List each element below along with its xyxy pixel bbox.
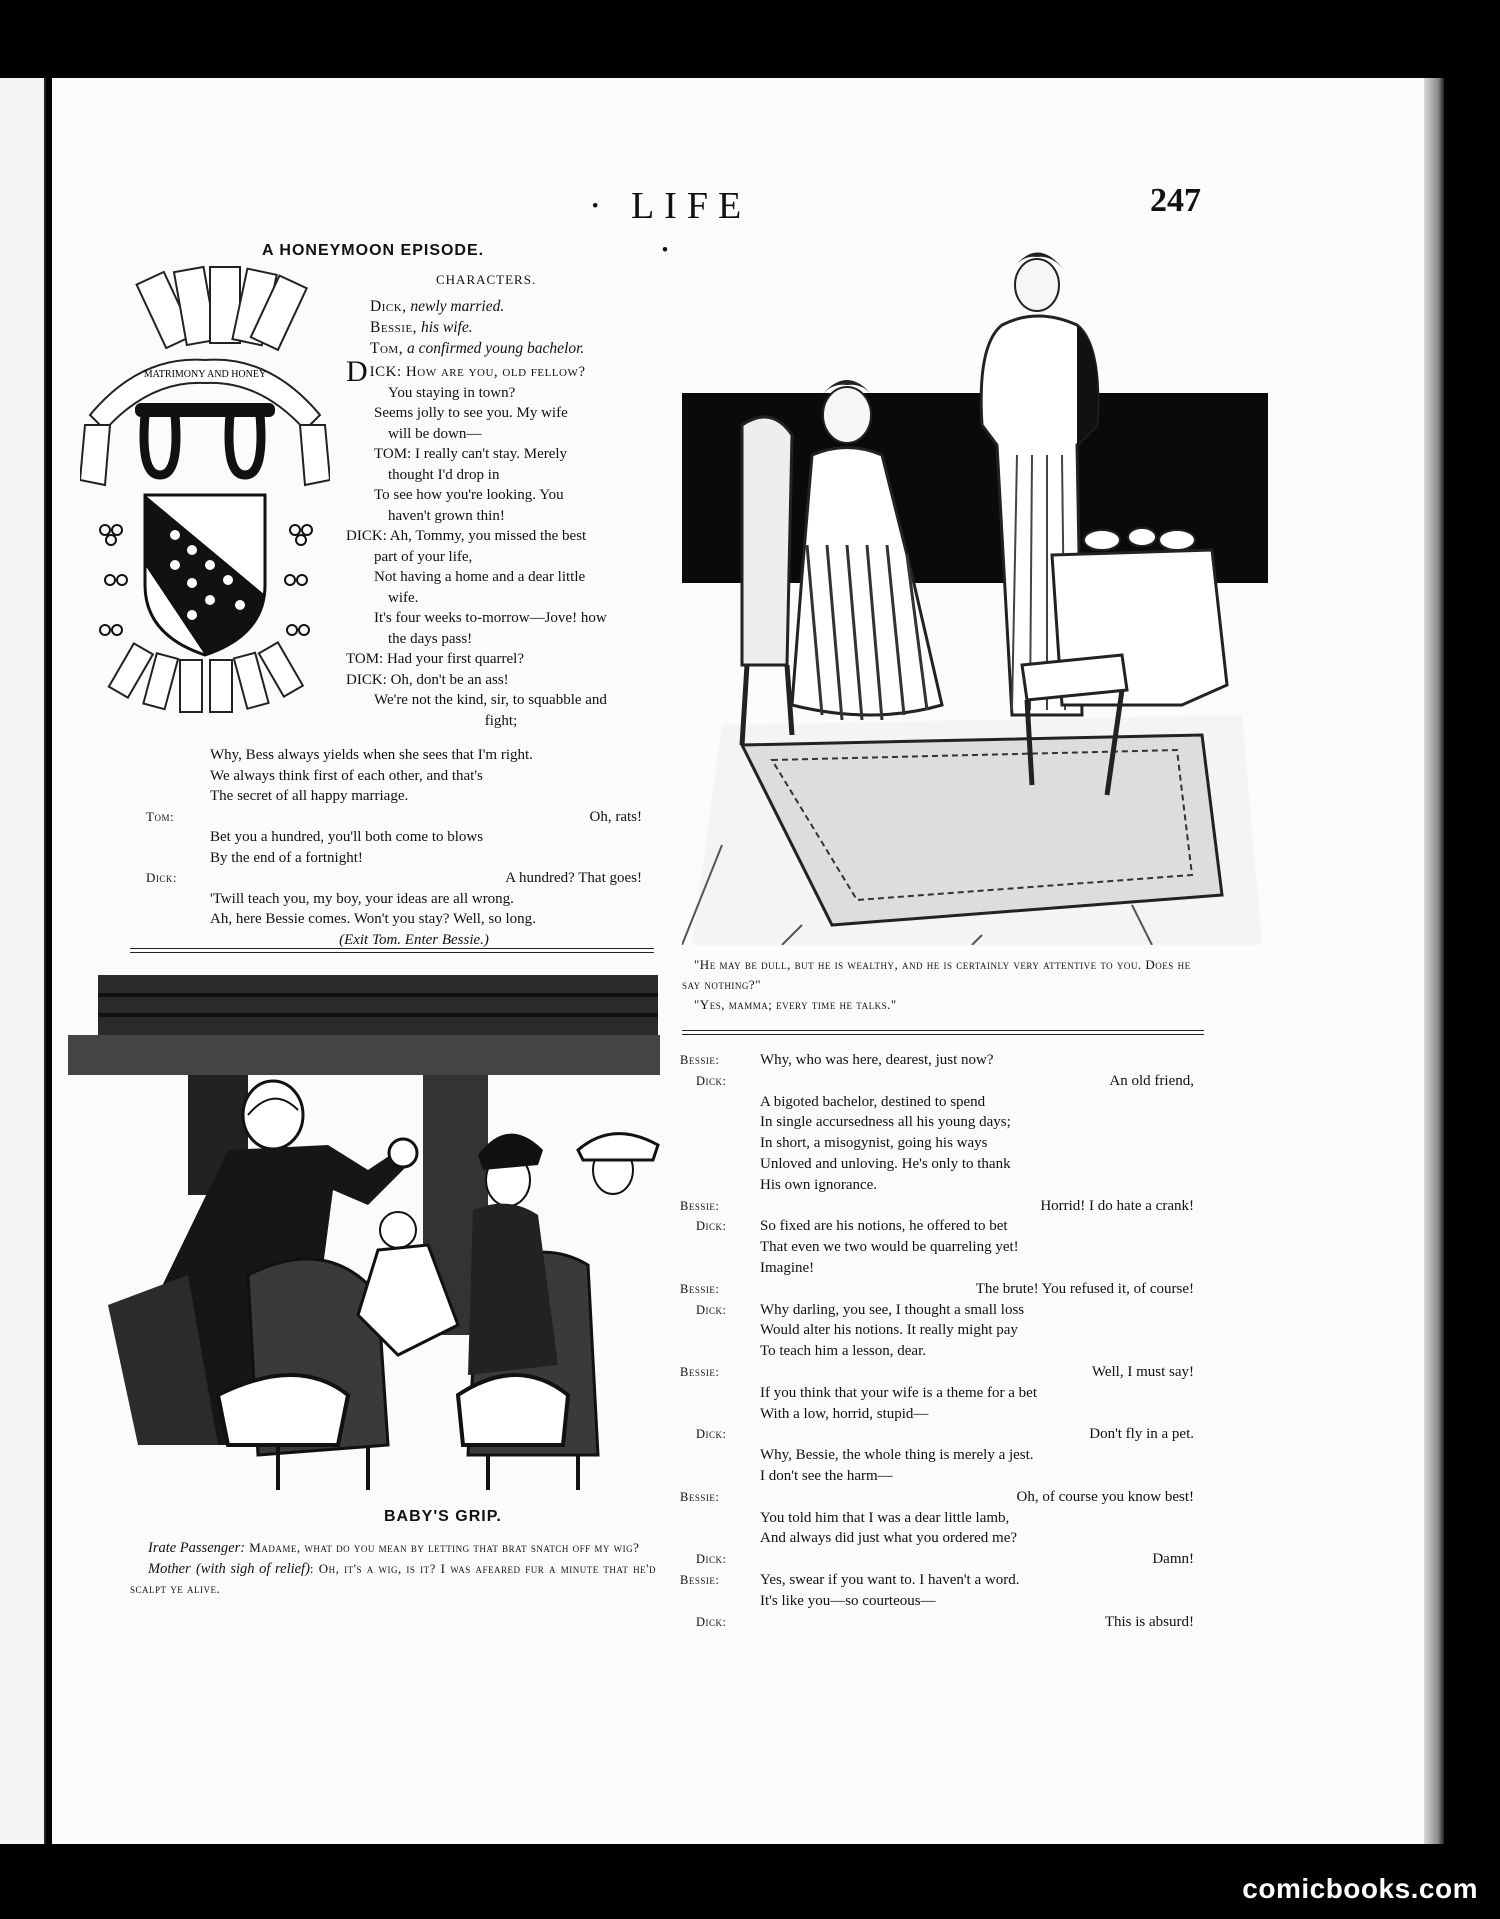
cast-item: Tom, a confirmed young bachelor. xyxy=(370,340,585,357)
page-edge-shadow xyxy=(1424,78,1444,1844)
dialogue-line: You told him that I was a dear little lamb, xyxy=(760,1509,1010,1526)
dialogue-line: His own ignorance. xyxy=(760,1176,878,1193)
poem-line: 'Twill teach you, my boy, your ideas are all wrong. xyxy=(210,890,514,907)
dialogue-column xyxy=(680,1050,1194,1632)
honeymoon-poem-column xyxy=(346,355,656,731)
poem-line: You staying in town? xyxy=(388,384,516,401)
poem-line: Not having a home and a dear little xyxy=(374,569,586,585)
poem-line: part of your life, xyxy=(374,548,473,565)
honeymoon-title: A HONEYMOON EPISODE. xyxy=(262,242,485,259)
dialogue-line: If you think that your wife is a theme for a bet xyxy=(760,1384,1038,1401)
dialogue-line: Dick: So fixed are his notions, he offered to bet xyxy=(696,1218,1008,1235)
poem-line: the days pass! xyxy=(388,630,473,647)
section-divider xyxy=(130,948,654,953)
dialogue-line: Dick: Why darling, you see, I thought a small loss xyxy=(696,1301,1025,1318)
dialogue-line: Dick: This is absurd! xyxy=(696,1613,1194,1630)
caption-line: Irate Passenger: Madame, what do you mean by letting that brat snatch off my wig? xyxy=(148,1540,640,1556)
dialogue-line: It's like you—so courteous— xyxy=(760,1592,936,1609)
poem-line: The secret of all happy marriage. xyxy=(210,788,409,804)
caption-line: "He may be dull, but he is wealthy, and he is certainly very attentive to you. Does he say nothing?" xyxy=(682,957,1191,992)
honeymoon-poem-wide xyxy=(146,745,642,950)
dialogue-line: Imagine! xyxy=(760,1259,815,1276)
site-watermark: comicbooks.com xyxy=(1242,1873,1478,1904)
dialogue-line: Bessie: Why, who was here, dearest, just now? xyxy=(680,1052,994,1068)
dialogue-line: Bessie: The brute! You refused it, of course! xyxy=(680,1280,1194,1297)
previous-page-edge xyxy=(0,78,46,1844)
matrimony-emblem-illustration xyxy=(80,265,330,715)
dialogue-line: Dick: An old friend, xyxy=(696,1072,1194,1089)
parlor-illustration xyxy=(682,245,1268,945)
babys-grip-text xyxy=(130,1538,656,1600)
poem-line: By the end of a fortnight! xyxy=(210,849,363,866)
train-car-illustration xyxy=(68,975,660,1495)
characters-heading: CHARACTERS. xyxy=(436,272,537,287)
dialogue-line: In short, a misogynist, going his ways xyxy=(760,1135,988,1152)
dialogue-line: Unloved and unloving. He's only to thank xyxy=(760,1155,1011,1172)
poem-line: We're not the kind, sir, to squabble and xyxy=(374,692,607,708)
poem-line: thought I'd drop in xyxy=(388,466,500,483)
page-number: 247 xyxy=(1150,182,1201,219)
poem-line: Tom: Oh, rats! xyxy=(146,808,642,825)
emblem-banner-text: MATRIMONY AND HONEY xyxy=(143,369,267,380)
poem-line: haven't grown thin! xyxy=(388,507,505,524)
stage-direction: (Exit Tom. Enter Bessie.) xyxy=(339,931,489,948)
poem-line: Why, Bess always yields when she sees that I'm right. xyxy=(210,747,533,763)
dialogue-line: Dick: Damn! xyxy=(696,1551,1194,1568)
poem-line: DICK: Oh, don't be an ass! xyxy=(346,671,509,688)
caption-line: Mother (with sigh of relief): Oh, it's a wig, is it? I was afeared fur a minute that he'd scalpt ye alive. xyxy=(130,1560,656,1596)
poem-line: fight; xyxy=(484,712,518,729)
poem-line: TOM: Had your first quarrel? xyxy=(346,651,525,667)
cast-item: Bessie, his wife. xyxy=(370,319,473,336)
poem-line: Seems jolly to see you. My wife xyxy=(374,405,568,421)
dialogue-line: With a low, horrid, stupid— xyxy=(760,1405,929,1422)
dialogue-line: Dick: Don't fly in a pet. xyxy=(696,1426,1194,1443)
dialogue-line: Why, Bessie, the whole thing is merely a jest. xyxy=(760,1447,1034,1464)
poem-line: TOM: I really can't stay. Merely xyxy=(374,446,568,462)
cast-item: Dick, newly married. xyxy=(370,298,505,315)
masthead: · LIFE · xyxy=(588,185,752,271)
dialogue-line: That even we two would be quarreling yet! xyxy=(760,1239,1019,1256)
dialogue-line: I don't see the harm— xyxy=(760,1467,893,1484)
dialogue-line: In single accursedness all his young days; xyxy=(760,1114,1011,1131)
poem-line: To see how you're looking. You xyxy=(374,487,564,503)
dialogue-line: And always did just what you ordered me? xyxy=(760,1530,1018,1547)
dialogue-line: Would alter his notions. It really might pay xyxy=(760,1322,1018,1339)
section-divider xyxy=(682,1030,1204,1035)
dialogue-line: A bigoted bachelor, destined to spend xyxy=(760,1093,986,1110)
poem-line: Bet you a hundred, you'll both come to blows xyxy=(210,829,484,845)
cast-list xyxy=(370,296,584,359)
poem-line: Ah, here Bessie comes. Won't you stay? Well, so long. xyxy=(210,911,536,927)
poem-line: will be down— xyxy=(388,425,482,442)
poem-line: DICK: Ah, Tommy, you missed the best xyxy=(346,528,587,544)
poem-line: wife. xyxy=(388,589,419,606)
dialogue-line: Bessie: Well, I must say! xyxy=(680,1363,1194,1380)
poem-line: Dick: A hundred? That goes! xyxy=(146,870,642,886)
poem-line: It's four weeks to-morrow—Jove! how xyxy=(374,610,607,626)
parlor-caption xyxy=(682,955,1210,1015)
dialogue-line: Bessie: Yes, swear if you want to. I haven't a word. xyxy=(680,1571,1020,1588)
dialogue-line: To teach him a lesson, dear. xyxy=(760,1343,926,1360)
poem-line: DICK: How are you, old fellow? xyxy=(346,355,586,388)
caption-line: "Yes, mamma; every time he talks." xyxy=(694,997,897,1012)
dialogue-line: Bessie: Oh, of course you know best! xyxy=(680,1488,1194,1505)
poem-line: We always think first of each other, and that's xyxy=(210,767,483,784)
dialogue-line: Bessie: Horrid! I do hate a crank! xyxy=(680,1197,1194,1214)
babys-grip-title: BABY'S GRIP. xyxy=(384,1508,502,1525)
